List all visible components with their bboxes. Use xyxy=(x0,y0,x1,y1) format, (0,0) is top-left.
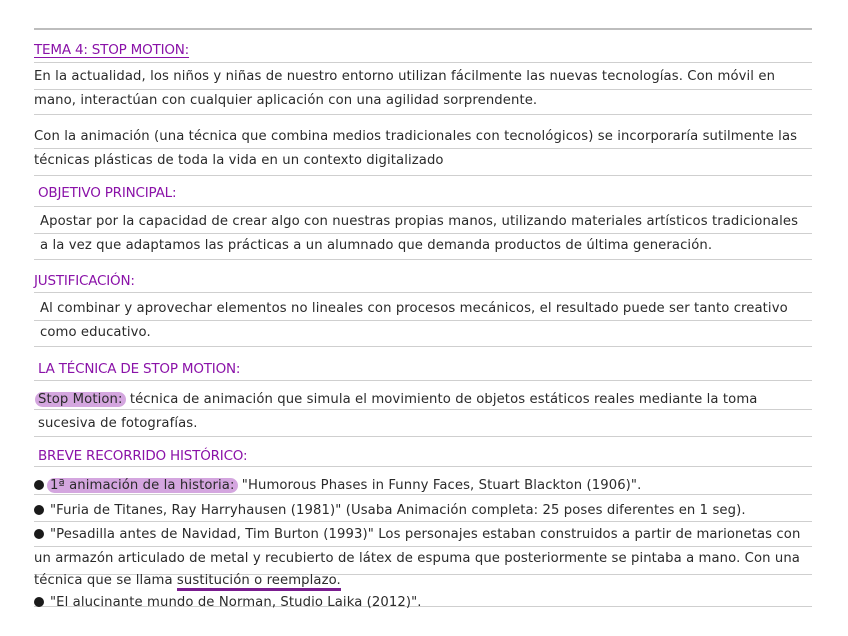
intro1-line2: mano, interactúan con cualquier aplicación con una agilidad sorprendente. xyxy=(34,93,538,108)
rule-line xyxy=(34,521,812,522)
bullet-3-line1: "Pesadilla antes de Navidad, Tim Burton (1993)" Los personajes estaban construidos a partir de marionetas con xyxy=(50,527,801,542)
intro2-line1: Con la animación (una técnica que combina medios tradicionales con tecnológicos) se incorporaría sutilmente las xyxy=(34,129,798,144)
first-animation-highlight: 1ª animación de la historia: xyxy=(47,478,238,493)
tema-heading: TEMA 4: STOP MOTION: xyxy=(34,42,190,58)
historico-bullet-3-line2: un armazón articulado de metal y recubierto de látex de espuma que posteriormente se pintaba a mano. Con una xyxy=(34,551,800,566)
rule-line xyxy=(34,114,812,115)
rule-line xyxy=(34,62,812,63)
intro2-line2: técnicas plásticas de toda la vida en un contexto digitalizado xyxy=(34,153,444,168)
historico-bullet-2 xyxy=(34,503,746,518)
rule-line xyxy=(34,259,812,260)
bullet-4-text: "El alucinante mundo de Norman, Studio Laika (2012)". xyxy=(50,595,422,610)
rule-line xyxy=(34,292,812,293)
objetivo-heading: OBJETIVO PRINCIPAL: xyxy=(38,185,177,201)
intro1-line1: En la actualidad, los niños y niñas de nuestro entorno utilizan fácilmente las nuevas tecnologías. Con móvil en xyxy=(34,69,776,84)
rule-line xyxy=(34,148,812,149)
stop-motion-term-highlight: Stop Motion: xyxy=(35,392,126,407)
rule-line xyxy=(34,346,812,347)
bullet-1-text: "Humorous Phases in Funny Faces, Stuart Blackton (1906)". xyxy=(237,478,642,493)
historico-bullet-4 xyxy=(34,595,422,610)
rule-line xyxy=(34,206,812,207)
historico-heading: BREVE RECORRIDO HISTÓRICO: xyxy=(38,448,248,464)
tecnica-line2: sucesiva de fotografías. xyxy=(38,416,198,431)
tecnica-line1 xyxy=(38,392,757,407)
bullet-3-line3-start: técnica que se llama xyxy=(34,573,177,588)
top-rule xyxy=(34,28,812,30)
historico-bullet-3 xyxy=(34,527,800,542)
bullet-icon xyxy=(34,597,44,607)
rule-line xyxy=(34,436,812,437)
rule-line xyxy=(34,320,812,321)
rule-line xyxy=(34,380,812,381)
historico-bullet-3-line3 xyxy=(34,573,341,588)
sustitucion-underlined: sustitución o reemplazo. xyxy=(177,573,341,591)
justificacion-line2: como educativo. xyxy=(40,325,151,340)
bullet-icon xyxy=(34,529,44,539)
objetivo-line1: Apostar por la capacidad de crear algo con nuestras propias manos, utilizando materiales artísticos tradicionales xyxy=(40,214,799,229)
bullet-icon xyxy=(34,480,44,490)
tecnica-heading: LA TÉCNICA DE STOP MOTION: xyxy=(38,361,241,377)
rule-line xyxy=(34,175,812,176)
rule-line xyxy=(34,233,812,234)
rule-line xyxy=(34,409,812,410)
historico-bullet-1 xyxy=(34,478,641,493)
rule-line xyxy=(34,494,812,495)
bullet-icon xyxy=(34,505,44,515)
bullet-2-text: "Furia de Titanes, Ray Harryhausen (1981)" (Usaba Animación completa: 25 poses diferentes en 1 seg). xyxy=(50,503,746,518)
tecnica-definition: técnica de animación que simula el movimiento de objetos estáticos reales mediante la toma xyxy=(125,392,758,407)
justificacion-line1: Al combinar y aprovechar elementos no lineales con procesos mecánicos, el resultado puede ser tanto creativo xyxy=(40,301,788,316)
rule-line xyxy=(34,546,812,547)
justificacion-heading: JUSTIFICACIÓN: xyxy=(34,273,135,289)
rule-line xyxy=(34,89,812,90)
rule-line xyxy=(34,466,812,467)
objetivo-line2: a la vez que adaptamos las prácticas a un alumnado que demanda productos de última generación. xyxy=(40,238,713,253)
